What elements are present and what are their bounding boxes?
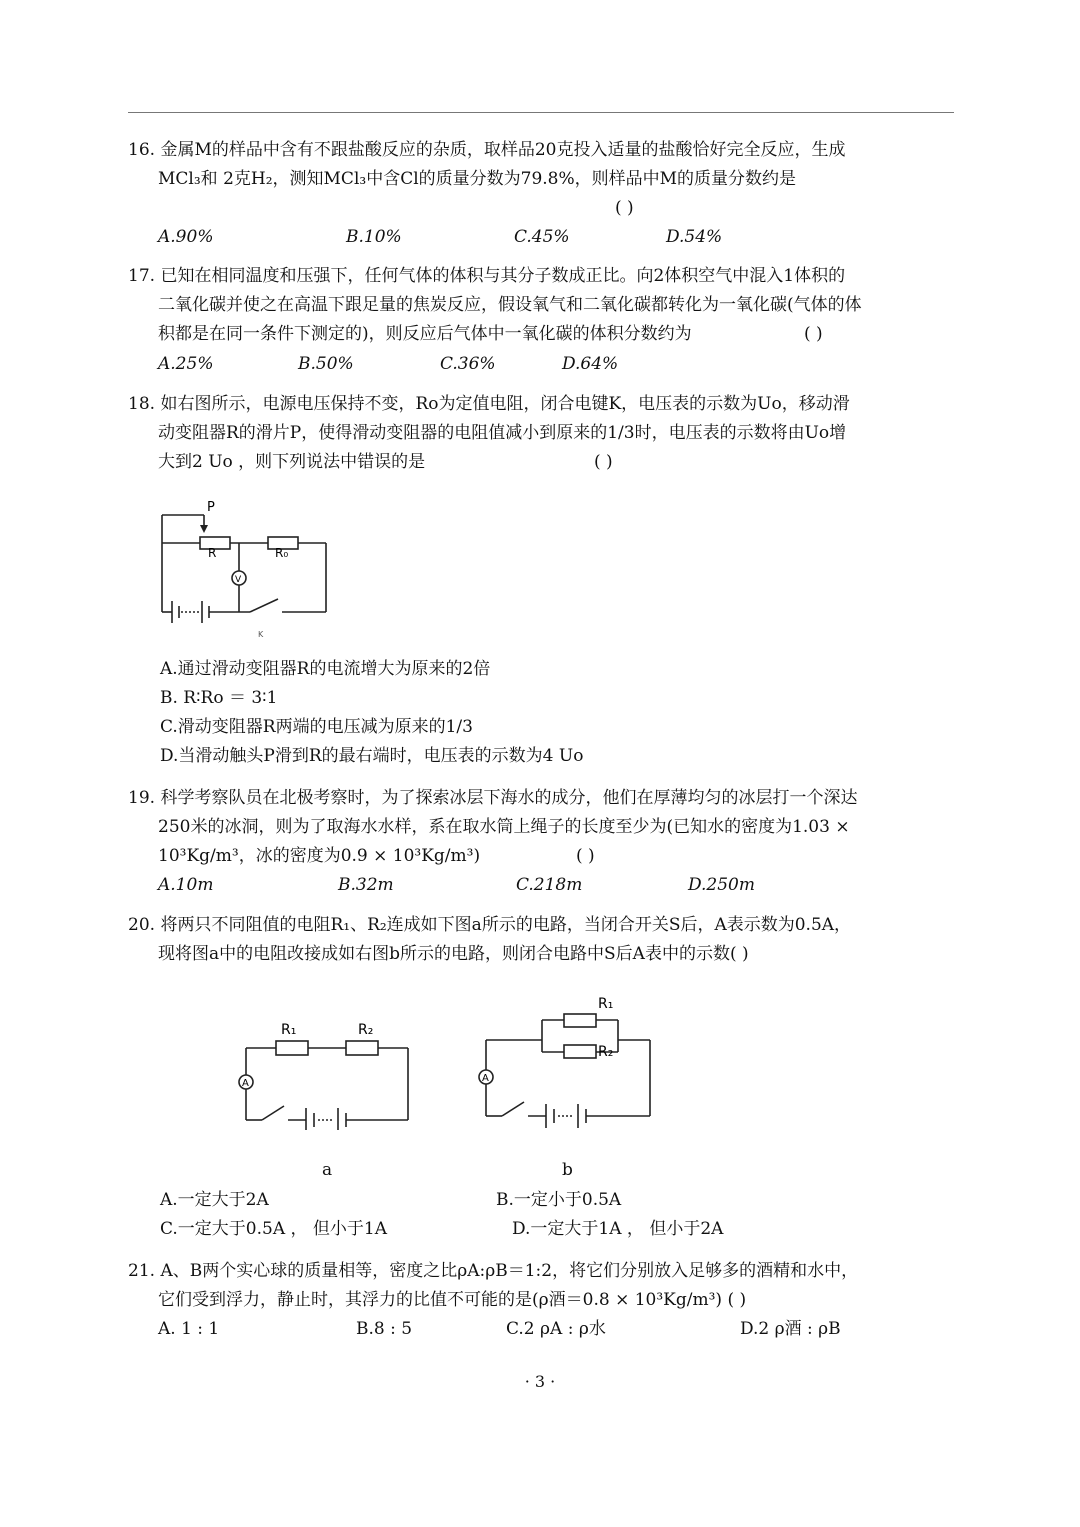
q20-line2: 现将图a中的电阻改接成如右图b所示的电路，则闭合电路中S后A表中的示数( ) xyxy=(158,944,749,964)
q20-line1: 20. 将两只不同阻值的电阻R₁、R₂连成如下图a所示的电路，当闭合开关S后，A表示数为0.5A， xyxy=(128,915,852,935)
label-p: P xyxy=(207,500,215,515)
label-k: K xyxy=(258,630,264,639)
q17-line1: 17. 已知在相同温度和压强下，任何气体的体积与其分子数成正比。向2体积空气中混入1体积的 xyxy=(128,266,846,286)
voltmeter-icon: V xyxy=(235,575,242,585)
q17-option-d: D.64% xyxy=(562,354,619,374)
label-r: R xyxy=(208,546,217,560)
ammeter-icon: A xyxy=(482,1073,489,1084)
q20-option-d: D.一定大于1A ， 但小于2A xyxy=(512,1219,724,1239)
q16-option-d: D.54% xyxy=(666,227,723,247)
q18-option-b: B. R∶Ro ＝ 3∶1 xyxy=(160,688,278,708)
q20-figure-b xyxy=(474,990,664,1134)
q19-line2: 250米的冰洞，则为了取海水水样，系在取水筒上绳子的长度至少为(已知水的密度为1.03 × xyxy=(158,817,850,837)
fig-b-label-r1: R₁ xyxy=(598,996,614,1012)
q18-circuit-figure xyxy=(150,495,350,649)
q16-answer-paren: ( ) xyxy=(615,198,634,218)
q19-line3: 10³Kg/m³，冰的密度为0.9 × 10³Kg/m³) xyxy=(158,846,481,866)
q17-line3: 积都是在同一条件下测定的)，则反应后气体中一氧化碳的体积分数约为 xyxy=(158,324,692,344)
q20-figure-a xyxy=(232,1010,422,1134)
q18-line1: 18. 如右图所示，电源电压保持不变，Ro为定值电阻，闭合电键K，电压表的示数为Uo，移动滑 xyxy=(128,394,850,414)
q17-answer-paren: ( ) xyxy=(804,324,823,344)
q17-option-a: A.25% xyxy=(158,354,214,374)
q18-line2: 动变阻器R的滑片P，使得滑动变阻器的电阻值减小到原来的1/3时，电压表的示数将由Uo增 xyxy=(158,423,847,443)
q16-line2: MCl₃和 2克H₂，测知MCl₃中含Cl的质量分数为79.8%，则样品中M的质量分数约是 xyxy=(158,169,797,189)
q18-option-d: D.当滑动触头P滑到R的最右端时，电压表的示数为4 Uo xyxy=(160,746,584,766)
q16-option-a: A.90% xyxy=(158,227,214,247)
q19-option-a: A.10m xyxy=(158,875,214,895)
q21-option-b: B.8 : 5 xyxy=(356,1319,413,1339)
q18-option-a: A.通过滑动变阻器R的电流增大为原来的2倍 xyxy=(160,659,491,679)
q18-line3: 大到2 Uo ，则下列说法中错误的是 xyxy=(158,452,426,472)
q20-option-a: A.一定大于2A xyxy=(160,1190,269,1210)
q20-figure-a-caption: a xyxy=(322,1160,333,1180)
header-rule xyxy=(128,112,954,113)
fig-b-label-r2: R₂ xyxy=(598,1044,614,1060)
q21-option-a: A. 1 : 1 xyxy=(158,1319,220,1339)
q21-option-d: D.2 ρ酒 : ρB xyxy=(740,1319,841,1339)
q21-option-c: C.2 ρA : ρ水 xyxy=(506,1319,606,1339)
q16-line1: 16. 金属M的样品中含有不跟盐酸反应的杂质，取样品20克投入适量的盐酸恰好完全反应，生成 xyxy=(128,140,846,160)
q17-option-b: B.50% xyxy=(298,354,354,374)
q20-option-c: C.一定大于0.5A ， 但小于1A xyxy=(160,1219,388,1239)
q18-answer-paren: ( ) xyxy=(594,452,613,472)
label-r0: R₀ xyxy=(275,546,289,560)
q18-option-c: C.滑动变阻器R两端的电压减为原来的1/3 xyxy=(160,717,473,737)
q16-option-c: C.45% xyxy=(514,227,570,247)
q16-option-b: B.10% xyxy=(346,227,402,247)
q19-option-d: D.250m xyxy=(688,875,755,895)
q19-line1: 19. 科学考察队员在北极考察时，为了探索冰层下海水的成分，他们在厚薄均匀的冰层打一个深达 xyxy=(128,788,858,808)
q17-line2: 二氧化碳并使之在高温下跟足量的焦炭反应，假设氧气和二氧化碳都转化为一氧化碳(气体的体 xyxy=(158,295,862,315)
fig-a-label-r2: R₂ xyxy=(358,1022,374,1038)
q19-answer-paren: ( ) xyxy=(576,846,595,866)
q19-option-c: C.218m xyxy=(516,875,583,895)
q21-line2: 它们受到浮力，静止时，其浮力的比值不可能的是(ρ酒＝0.8 × 10³Kg/m³) ( ) xyxy=(158,1290,747,1310)
page-number: · 3 · xyxy=(524,1372,556,1391)
q19-option-b: B.32m xyxy=(338,875,394,895)
q20-figure-b-caption: b xyxy=(562,1160,573,1180)
q17-option-c: C.36% xyxy=(440,354,496,374)
ammeter-icon: A xyxy=(242,1078,249,1089)
fig-a-label-r1: R₁ xyxy=(281,1022,297,1038)
q21-line1: 21. A、B两个实心球的质量相等，密度之比ρA:ρB＝1:2，将它们分别放入足够多的酒精和水中， xyxy=(128,1261,859,1281)
q20-option-b: B.一定小于0.5A xyxy=(496,1190,622,1210)
